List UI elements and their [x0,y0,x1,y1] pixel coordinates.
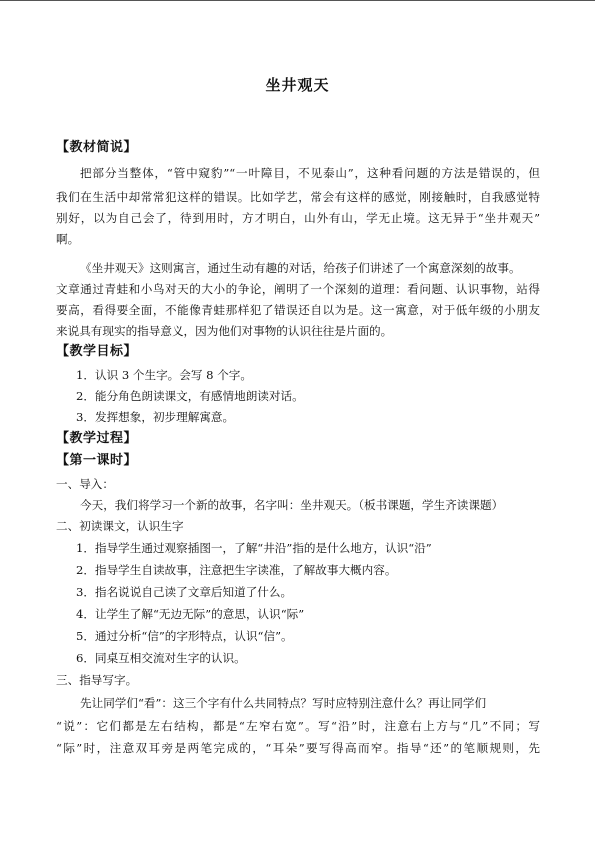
goal-item: 2．能分角色朗读课文，有感情地朗读对话。 [76,389,304,403]
step3-text-line: “际”时，注意双耳旁是两笔完成的，“耳朵”要写得高而窄。指导“还”的笔顺规则，先 [56,741,540,755]
step2-item: 1．指导学生通过观察插图一，了解“井沿”指的是什么地方，认识“沿” [76,541,432,555]
goal-item: 3．发挥想象，初步理解寓意。 [76,410,235,424]
overview-p1-line: 别好，以为自己会了，待到用时，方才明白，山外有山，学无止境。这无异于“坐井观天” [56,211,540,225]
goal-item: 1．认识 3 个生字。会写 8 个字。 [76,368,252,382]
overview-p1-line: 啊。 [56,232,80,246]
step2-item: 2．指导学生自读故事，注意把生字读准，了解故事大概内容。 [76,563,397,577]
step3-text-line: 先让同学们“看”：这三个字有什么共同特点？写时应特别注意什么？再让同学们 [80,696,487,710]
overview-p1-line: 我们在生活中却常常犯这样的错误。比如学艺，常会有这样的感觉，刚接触时，自我感觉特 [56,190,540,204]
step2-item: 5．通过分析“信”的字形特点，认识“信”。 [76,629,293,643]
overview-p2-line: 文章通过青蛙和小鸟对天的大小的争论，阐明了一个深刻的道理：看问题、认识事物，站得 [56,282,540,296]
step2-item: 3．指名说说自己读了文章后知道了什么。 [76,585,293,599]
step3-text-line: “说”：它们都是左右结构，都是“左窄右宽”。写“沿”时，注意右上方与“几”不同；写 [56,719,540,733]
overview-p1-line: 把部分当整体，“管中窥豹”“一叶障目，不见泰山”，这种看问题的方法是错误的，但 [80,166,540,180]
step2-item: 4．让学生了解“无边无际”的意思，认识“际” [76,607,305,621]
step2-title: 二、初读课文，认识生字 [56,519,184,533]
step1-text: 今天，我们将学习一个新的故事，名字叫：坐井观天。（板书课题，学生齐读课题） [80,498,504,512]
step1-title: 一、导入： [56,477,114,491]
page-title: 坐井观天 [265,76,330,94]
step3-title: 三、指导写字。 [56,673,138,687]
overview-heading: 【教材简说】 [56,140,138,155]
overview-p2-line: 来说具有现实的指导意义，因为他们对事物的认识往往是片面的。 [56,324,393,338]
step2-item: 6．同桌互相交流对生字的认识。 [76,651,246,665]
process-heading: 【教学过程】 [56,431,138,446]
overview-p2-line: 要高，看得要全面，不能像青蛙那样犯了错误还自以为是。这一寓意，对于低年级的小朋友 [56,303,540,317]
overview-p2-line: 《坐井观天》这则寓言，通过生动有趣的对话，给孩子们讲述了一个寓意深刻的故事。 [80,261,521,275]
goals-heading: 【教学目标】 [56,344,138,359]
lesson1-heading: 【第一课时】 [56,453,138,468]
